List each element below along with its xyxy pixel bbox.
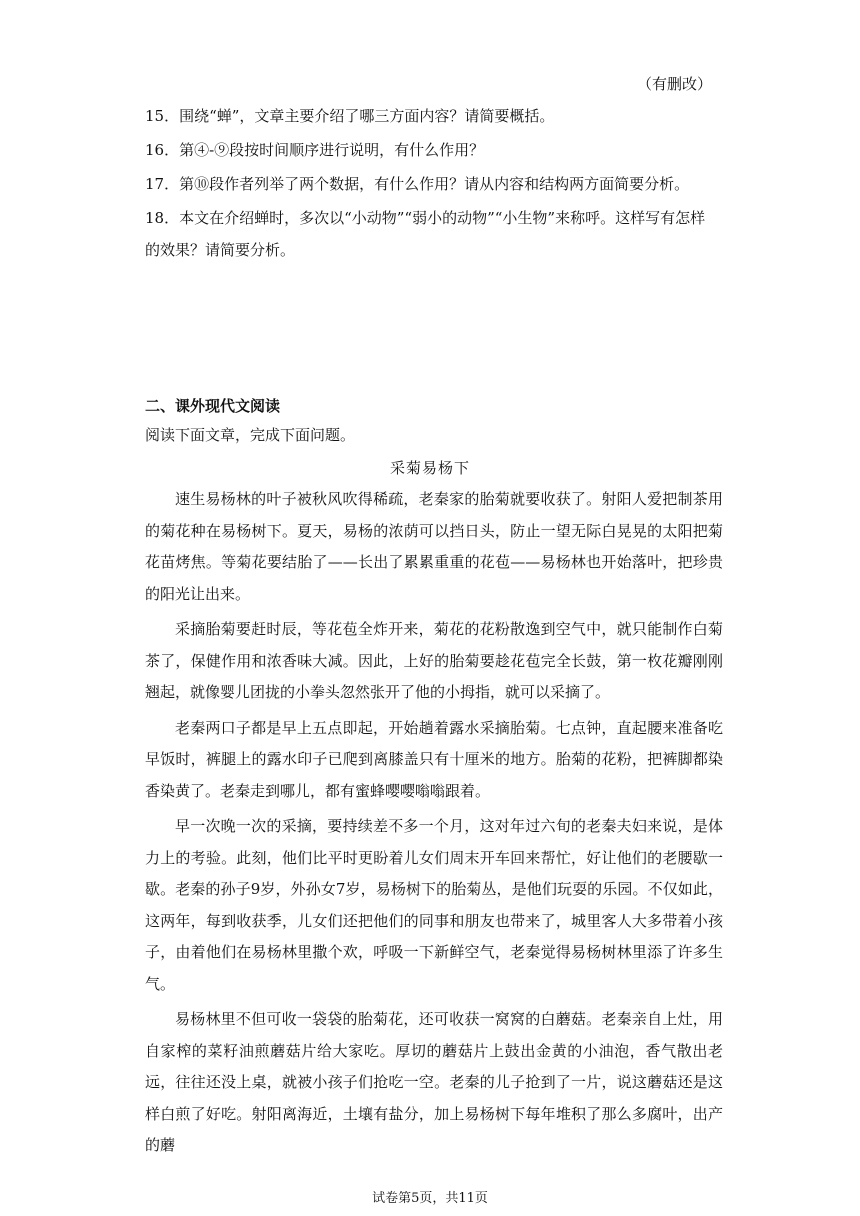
article-paragraph-5: 易杨林里不但可收一袋袋的胎菊花，还可收获一窝窝的白蘑菇。老秦亲自上灶，用自家榨的菜籽油煎蘑菇片给大家吃。厚切的蘑菇片上鼓出金黄的小油泡，香气散出老远，往往还没上桌，就被小孩子们抢吃一空。老秦的儿子抢到了一片，说这蘑菇还是这样白煎了好吃。射阳离海近，土壤有盐分，加上易杨树下每年堆积了那么多腐叶，出产的蘑	[145, 1010, 723, 1154]
question-15: 15．围绕“蝉”，文章主要介绍了哪三方面内容？请简要概括。	[145, 107, 555, 125]
article-title: 采菊易杨下	[389, 459, 470, 477]
question-16: 16．第④-⑨段按时间顺序进行说明，有什么作用？	[145, 141, 485, 159]
page-footer: 试卷第5页，共11页	[372, 1191, 488, 1206]
article-paragraph-3: 老秦两口子都是早上五点即起，开始趟着露水采摘胎菊。七点钟，直起腰来准备吃早饭时，裤腿上的露水印子已爬到离膝盖只有十厘米的地方。胎菊的花粉，把裤脚都染香染黄了。老秦走到哪儿，都有蜜蜂嘤嘤嗡嗡跟着。	[145, 718, 723, 800]
source-note: （有删改）	[636, 75, 712, 93]
reading-instruction: 阅读下面文章，完成下面问题。	[145, 426, 356, 444]
article-paragraph-4: 早一次晚一次的采摘，要持续差不多一个月，这对年过六旬的老秦夫妇来说，是体力上的考验。此刻，他们比平时更盼着儿女们周末开车回来帮忙，好让他们的老腰歇一歇。老秦的孙子9岁，外孙女7岁，易杨树下的胎菊丛，是他们玩耍的乐园。不仅如此，这两年，每到收获季，儿女们还把他们的同事和朋友也带来了，城里客人大多带着小孩子，由着他们在易杨林里撒个欢，呼吸一下新鲜空气，老秦觉得易杨树林里添了许多生气。	[145, 817, 723, 993]
article-paragraph-1: 速生易杨林的叶子被秋风吹得稀疏，老秦家的胎菊就要收获了。射阳人爱把制茶用的菊花种在易杨树下。夏天，易杨的浓荫可以挡日头，防止一望无际白晃晃的太阳把菊花苗烤焦。等菊花要结胎了——长出了累累重重的花苞——易杨林也开始落叶，把珍贵的阳光让出来。	[145, 490, 723, 603]
article-paragraph-2: 采摘胎菊要赶时辰，等花苞全炸开来，菊花的花粉散逸到空气中，就只能制作白菊茶了，保健作用和浓香味大减。因此，上好的胎菊要趁花苞完全长鼓，第一枚花瓣刚刚翘起，就像婴儿团拢的小拳头忽然张开了他的小拇指，就可以采摘了。	[145, 620, 723, 701]
section-heading: 二、课外现代文阅读	[145, 397, 281, 415]
article-body	[145, 484, 723, 1166]
question-18: 18．本文在介绍蝉时，多次以“小动物”“弱小的动物”“小生物”来称呼。这样写有怎样的效果？请简要分析。	[145, 209, 706, 259]
question-17: 17．第⑩段作者列举了两个数据，有什么作用？请从内容和结构两方面简要分析。	[145, 175, 690, 193]
